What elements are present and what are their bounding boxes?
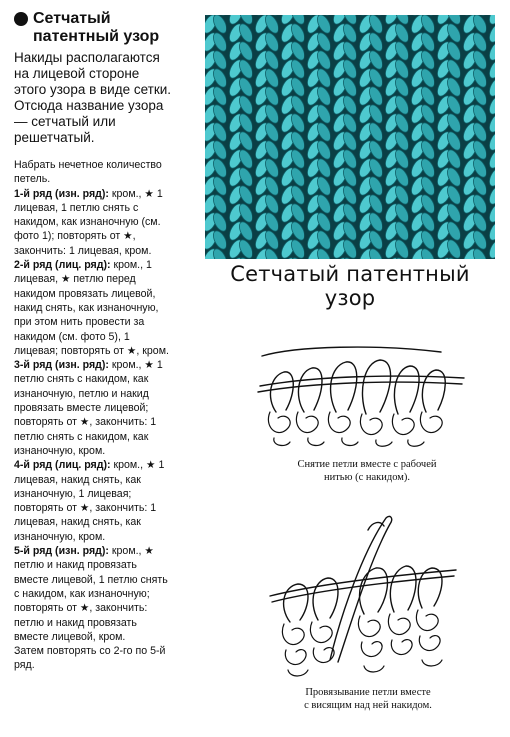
- rib-gap: [226, 15, 230, 259]
- row-heading: 1-й ряд (изн. ряд):: [14, 187, 109, 200]
- diagram-2-caption: [268, 686, 468, 712]
- needle-line: [258, 382, 462, 392]
- working-needle: [270, 570, 456, 596]
- lower-loops: [268, 412, 442, 446]
- row-instruction: [14, 458, 174, 544]
- diagram-2-caption-line-2: с висящим над ней накидом.: [304, 700, 432, 711]
- loop-row: [284, 566, 442, 622]
- row-text: кром., ★ 1 лицевая, накид снять, как изнаночную, 1 лицевая; повторять от ★, закончить: 1 лицевая, накид снять, как изнаночную, кром.: [14, 459, 165, 543]
- row-text: кром., ★ петлю и накид провязать вместе лицевой, 1 петлю снять с накидом, как изнаночную; повторять от ★, закончить: петлю и накид провязать вместе лицевой, кром.: [14, 545, 168, 643]
- rib-gap: [434, 15, 438, 259]
- needle-line: [262, 347, 441, 356]
- slip-stitch-diagram: [256, 342, 466, 450]
- needle-line: [260, 376, 464, 386]
- instructions-column: [14, 10, 174, 673]
- bullet-icon: [14, 12, 28, 26]
- needle-tip: [368, 523, 384, 530]
- intro-text: Накиды располагаются на лицевой стороне этого узора в виде сетки. Отсюда название узора — сетчатый или решетчатый.: [14, 50, 172, 145]
- title-line-1: Сетчатый: [33, 10, 111, 27]
- knit-texture: [205, 15, 495, 259]
- knit-together-diagram: [268, 510, 458, 680]
- rib-gap: [382, 15, 386, 259]
- rib-gap: [330, 15, 334, 259]
- pattern-title: [14, 10, 174, 46]
- row-heading: 4-й ряд (лиц. ряд):: [14, 459, 111, 472]
- row-heading: 5-й ряд (изн. ряд):: [14, 545, 109, 558]
- photo-caption-line-1: Сетчатый патентный: [230, 262, 470, 286]
- lower-loops: [282, 610, 442, 676]
- row-instruction: [14, 258, 174, 358]
- row-heading: 3-й ряд (изн. ряд):: [14, 359, 109, 372]
- row-instruction: [14, 544, 174, 644]
- row-instructions: [14, 158, 174, 673]
- photo-caption-line-2: узор: [324, 286, 376, 310]
- row-heading: 2-й ряд (лиц. ряд):: [14, 259, 111, 272]
- photo-caption: [200, 262, 500, 310]
- row-instruction: [14, 187, 174, 258]
- rib-gap: [486, 15, 490, 259]
- cast-on-text: Набрать нечетное количество петель.: [14, 159, 162, 186]
- rib-gap: [278, 15, 282, 259]
- repeat-note: Затем повторять со 2-го по 5-й ряд.: [14, 645, 166, 672]
- row-text: кром., ★ 1 петлю снять с накидом, как изнаночную, петлю и накид провязать вместе лицевой; повторять от ★, закончить: 1 петлю снять с накидом, как изнаночную, кром.: [14, 359, 163, 457]
- row-text: кром., ★ 1 лицевая, 1 петлю снять с накидом, как изнаночную (см. фото 1); повторять от ★, закончить: 1 лицевая, кром.: [14, 187, 163, 257]
- row-instruction: [14, 358, 174, 458]
- knitted-sample-photo: [205, 15, 495, 259]
- diagram-1-caption-line-1: Снятие петли вместе с рабочей: [297, 459, 437, 470]
- diagram-1-caption-line-2: нитью (с накидом).: [323, 472, 411, 483]
- diagram-1-caption: [262, 458, 472, 484]
- row-text: кром., 1 лицевая, ★ петлю перед накидом провязать лицевой, накид снять, как изнаночную, при этом нить провести за накидом (см. фото 5), 1 лицевая; повторять от ★, кром.: [14, 259, 169, 357]
- diagram-2-caption-line-1: Провязывание петли вместе: [305, 687, 431, 698]
- title-line-2: патентный узор: [33, 28, 160, 45]
